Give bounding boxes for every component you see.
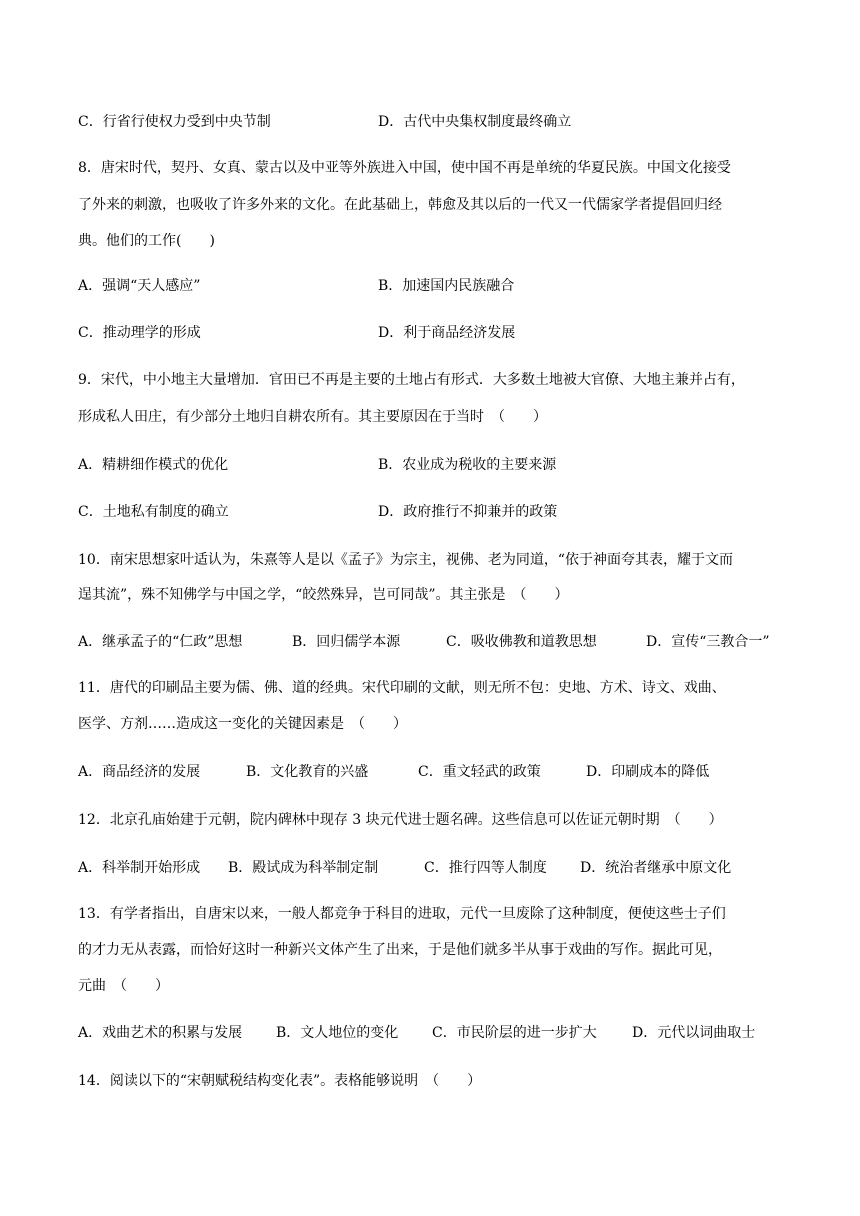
q12-stem-line-1: 12．北京孔庙始建于元朝，院内碑林中现存 3 块元代进士题名碑。这些信息可以佐证元朝时期 （ ）: [78, 812, 723, 828]
q11-stem-line-2: 医学、方剂……造成这一变化的关键因素是 （ ）: [78, 716, 407, 732]
q8-stem-line-1: 8．唐宋时代，契丹、女真、蒙古以及中亚等外族进入中国，使中国不再是单统的华夏民族。中国文化接受: [78, 160, 731, 176]
q11-stem-line-1: 11．唐代的印刷品主要为儒、佛、道的经典。宋代印刷的文献，则无所不包：史地、方术、诗文、戏曲、: [78, 680, 726, 696]
q11-option-c: C．重文轻武的政策: [418, 764, 541, 780]
q9-option-c: C．土地私有制度的确立: [78, 504, 229, 520]
q8-stem-line-2: 了外来的刺激，也吸收了许多外来的文化。在此基础上，韩愈及其以后的一代又一代儒家学者提倡回归经: [78, 197, 722, 213]
q8-option-b: B．加速国内民族融合: [378, 278, 515, 294]
q8-option-a: A．强调“天人感应”: [78, 278, 201, 294]
q12-option-d: D．统治者继承中原文化: [580, 860, 732, 876]
q8-option-d: D．利于商品经济发展: [378, 325, 516, 341]
q9-option-b: B．农业成为税收的主要来源: [378, 457, 557, 473]
q13-option-a: A．戏曲艺术的积累与发展: [78, 1025, 243, 1041]
q10-option-d: D．宣传“三教合一”: [646, 634, 770, 650]
q8-option-c: C．推动理学的形成: [78, 325, 201, 341]
q13-option-c: C．市民阶层的进一步扩大: [432, 1025, 597, 1041]
q10-option-c: C．吸收佛教和道教思想: [446, 634, 597, 650]
q12-option-c: C．推行四等人制度: [424, 860, 547, 876]
q9-stem-line-2: 形成私人田庄，有少部分土地归自耕农所有。其主要原因在于当时 （ ）: [78, 409, 547, 425]
q12-option-a: A．科举制开始形成: [78, 860, 201, 876]
q13-stem-line-2: 的才力无从表露，而恰好这时一种新兴文体产生了出来，于是他们就多半从事于戏曲的写作。据此可见，: [78, 942, 722, 958]
q13-option-d: D．元代以词曲取士: [632, 1025, 756, 1041]
q10-option-b: B．回归儒学本源: [292, 634, 401, 650]
q9-option-d: D．政府推行不抑兼并的政策: [378, 504, 558, 520]
q11-option-b: B．文化教育的兴盛: [246, 764, 369, 780]
q7-option-c: C．行省行使权力受到中央节制: [78, 114, 271, 130]
q10-stem-line-2: 逞其流”，殊不知佛学与中国之学，“皎然殊异，岂可同哉”。其主张是 （ ）: [78, 587, 569, 603]
q9-stem-line-1: 9．宋代，中小地主大量增加．官田已不再是主要的土地占有形式．大多数土地被大官僚、大地主兼并占有，: [78, 372, 745, 388]
q8-stem-line-3: 典。他们的工作( ): [78, 233, 215, 249]
q14-stem-line-1: 14．阅读以下的“宋朝赋税结构变化表”。表格能够说明 （ ）: [78, 1073, 482, 1089]
q9-option-a: A．精耕细作模式的优化: [78, 457, 229, 473]
q12-option-b: B．殿试成为科举制定制: [228, 860, 379, 876]
q11-option-a: A．商品经济的发展: [78, 764, 201, 780]
q7-option-d: D．古代中央集权制度最终确立: [378, 114, 572, 130]
q13-option-b: B．文人地位的变化: [276, 1025, 399, 1041]
q10-option-a: A．继承孟子的“仁政”思想: [78, 634, 243, 650]
q10-stem-line-1: 10．南宋思想家叶适认为，朱熹等人是以《孟子》为宗主，视佛、老为同道，“依于神面夸其表，耀于文而: [78, 552, 733, 568]
q13-stem-line-1: 13．有学者指出，自唐宋以来，一般人都竞争于科目的进取，元代一旦废除了这种制度，便使这些士子们: [78, 906, 726, 922]
q11-option-d: D．印刷成本的降低: [586, 764, 710, 780]
q13-stem-line-3: 元曲 （ ）: [78, 978, 169, 994]
